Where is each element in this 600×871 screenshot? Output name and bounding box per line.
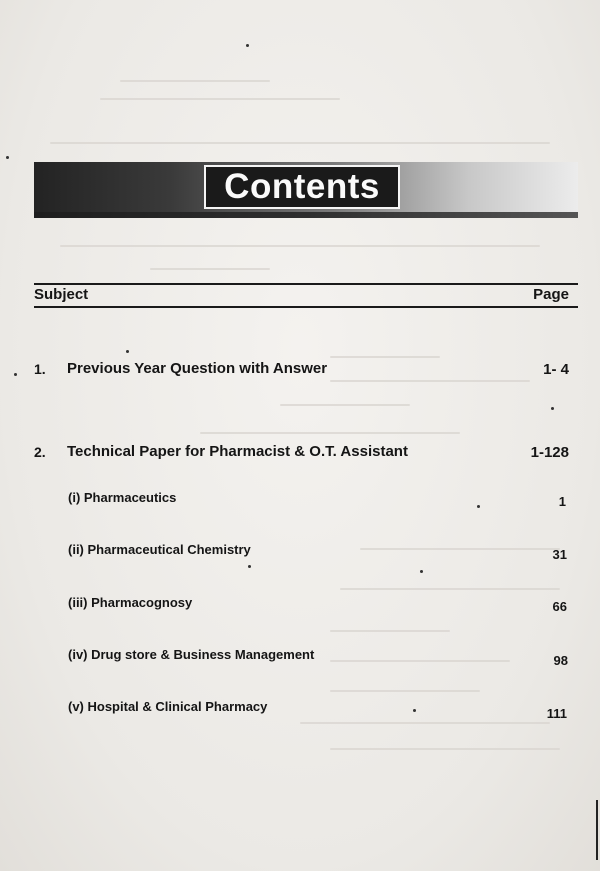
bleed-through-line	[360, 548, 560, 550]
bleed-through-line	[340, 588, 560, 590]
scan-speck	[246, 44, 249, 47]
subentry-title: (i) Pharmaceutics	[68, 490, 177, 505]
page-title: Contents	[224, 167, 380, 206]
entry-title: Previous Year Question with Answer	[67, 360, 328, 377]
entry-number: 1.	[34, 361, 46, 377]
header-bottom-rule	[34, 306, 578, 308]
bleed-through-line	[330, 380, 530, 382]
page-edge-shadow	[596, 800, 598, 860]
bleed-through-line	[120, 80, 270, 82]
contents-title-box	[204, 165, 400, 209]
scan-speck	[413, 709, 416, 712]
header-top-rule	[34, 283, 578, 285]
page-header: Page	[533, 286, 569, 303]
bleed-through-line	[300, 722, 550, 724]
scan-speck	[551, 407, 554, 410]
scan-speck	[14, 373, 17, 376]
banner-underline	[34, 212, 578, 218]
scan-speck	[248, 565, 251, 568]
subentry-page: 1	[558, 494, 566, 509]
subentry-page: 111	[546, 706, 567, 721]
entry-title: Technical Paper for Pharmacist & O.T. Assistant	[67, 443, 408, 460]
bleed-through-line	[100, 98, 340, 100]
subentry-title: (iv) Drug store & Business Management	[68, 647, 315, 662]
entry-page-range: 1- 4	[543, 361, 569, 378]
bleed-through-line	[330, 748, 560, 750]
bleed-through-line	[330, 630, 450, 632]
scan-speck	[420, 570, 423, 573]
scan-speck	[126, 350, 129, 353]
bleed-through-line	[200, 432, 460, 434]
subject-header: Subject	[34, 286, 89, 303]
bleed-through-line	[50, 142, 550, 144]
bleed-through-line	[280, 404, 410, 406]
subentry-page: 98	[553, 653, 568, 668]
scan-speck	[6, 156, 9, 159]
subentry-title: (iii) Pharmacognosy	[68, 595, 193, 610]
bleed-through-line	[150, 268, 270, 270]
subentry-title: (ii) Pharmaceutical Chemistry	[68, 542, 251, 557]
subentry-page: 31	[552, 547, 567, 562]
scan-speck	[477, 505, 480, 508]
entry-number: 2.	[34, 444, 46, 460]
subentry-title: (v) Hospital & Clinical Pharmacy	[68, 699, 268, 714]
entry-page-range: 1-128	[530, 444, 569, 461]
bleed-through-line	[330, 356, 440, 358]
bleed-through-line	[330, 690, 480, 692]
bleed-through-line	[330, 660, 510, 662]
bleed-through-line	[60, 245, 540, 247]
subentry-page: 66	[552, 599, 567, 614]
